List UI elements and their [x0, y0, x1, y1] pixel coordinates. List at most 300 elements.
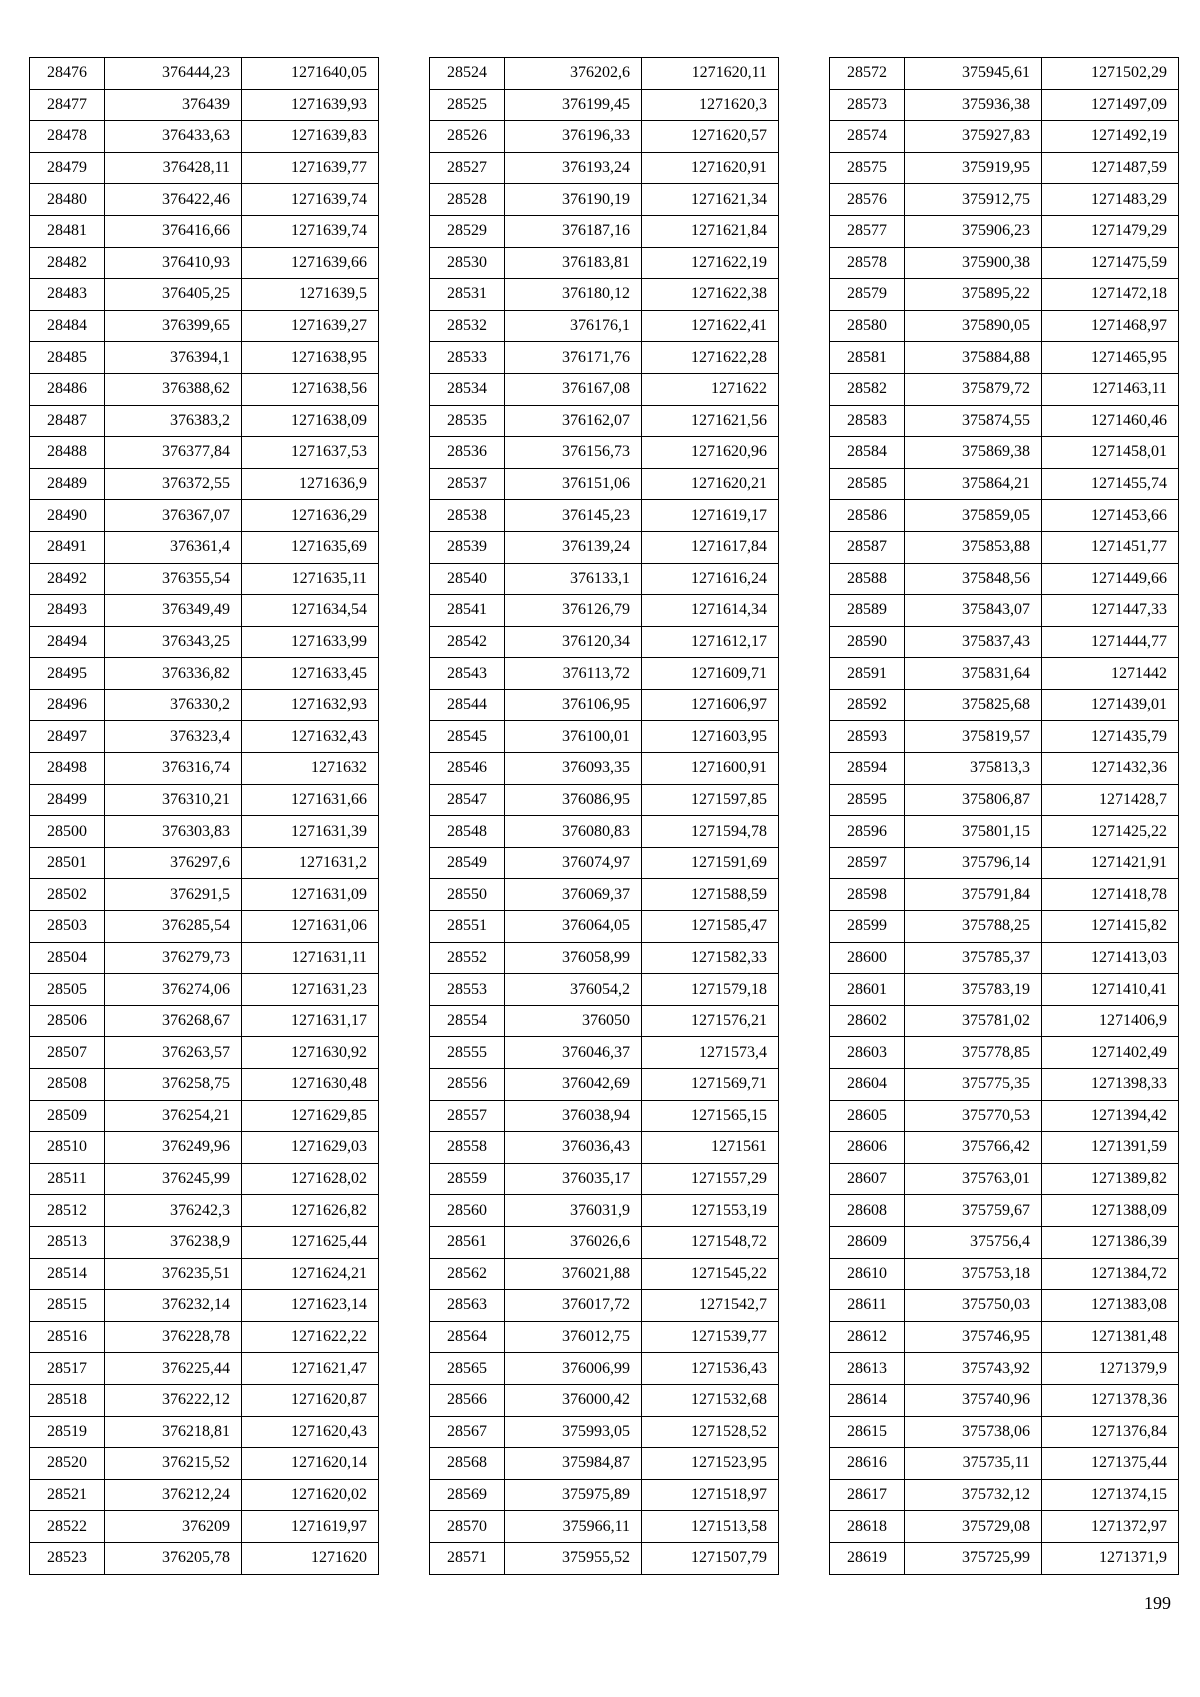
point-number-cell: 28619 — [830, 1542, 905, 1574]
y-coordinate-cell: 1271379,9 — [1042, 1353, 1179, 1385]
table-row — [830, 1132, 1179, 1164]
point-number-cell: 28476 — [30, 58, 105, 90]
table-row — [830, 1290, 1179, 1322]
y-coordinate-cell: 1271389,82 — [1042, 1163, 1179, 1195]
table-row — [830, 405, 1179, 437]
point-number-cell: 28551 — [430, 911, 505, 943]
table-row — [830, 58, 1179, 90]
point-number-cell: 28570 — [430, 1511, 505, 1543]
x-coordinate-cell: 376042,69 — [505, 1069, 642, 1101]
point-number-cell: 28532 — [430, 310, 505, 342]
table-row — [830, 89, 1179, 121]
x-coordinate-cell: 375806,87 — [905, 784, 1042, 816]
x-coordinate-cell: 375813,3 — [905, 753, 1042, 785]
point-number-cell: 28529 — [430, 215, 505, 247]
point-number-cell: 28583 — [830, 405, 905, 437]
table-row — [830, 342, 1179, 374]
point-number-cell: 28493 — [30, 595, 105, 627]
y-coordinate-cell: 1271439,01 — [1042, 689, 1179, 721]
table-row — [30, 1384, 379, 1416]
point-number-cell: 28504 — [30, 942, 105, 974]
point-number-cell: 28543 — [430, 658, 505, 690]
y-coordinate-cell: 1271609,71 — [642, 658, 779, 690]
y-coordinate-cell: 1271631,39 — [242, 816, 379, 848]
point-number-cell: 28507 — [30, 1037, 105, 1069]
y-coordinate-cell: 1271432,36 — [1042, 753, 1179, 785]
y-coordinate-cell: 1271536,43 — [642, 1353, 779, 1385]
point-number-cell: 28579 — [830, 279, 905, 311]
x-coordinate-cell: 376279,73 — [105, 942, 242, 974]
point-number-cell: 28515 — [30, 1290, 105, 1322]
y-coordinate-cell: 1271632,93 — [242, 689, 379, 721]
x-coordinate-cell: 375884,88 — [905, 342, 1042, 374]
table-row — [830, 1069, 1179, 1101]
x-coordinate-cell: 376093,35 — [505, 753, 642, 785]
table-row — [430, 1353, 779, 1385]
y-coordinate-cell: 1271453,66 — [1042, 500, 1179, 532]
table-row — [430, 184, 779, 216]
x-coordinate-cell: 376343,25 — [105, 626, 242, 658]
table-row — [30, 658, 379, 690]
x-coordinate-cell: 376100,01 — [505, 721, 642, 753]
y-coordinate-cell: 1271630,92 — [242, 1037, 379, 1069]
y-coordinate-cell: 1271619,97 — [242, 1511, 379, 1543]
table-row — [30, 121, 379, 153]
point-number-cell: 28571 — [430, 1542, 505, 1574]
coordinate-table-3 — [829, 57, 1179, 1575]
point-number-cell: 28520 — [30, 1448, 105, 1480]
x-coordinate-cell: 376196,33 — [505, 121, 642, 153]
x-coordinate-cell: 376433,63 — [105, 121, 242, 153]
y-coordinate-cell: 1271620,02 — [242, 1479, 379, 1511]
x-coordinate-cell: 376310,21 — [105, 784, 242, 816]
point-number-cell: 28611 — [830, 1290, 905, 1322]
table-row — [30, 1258, 379, 1290]
x-coordinate-cell: 375837,43 — [905, 626, 1042, 658]
coordinate-table-2 — [429, 57, 779, 1575]
x-coordinate-cell: 376355,54 — [105, 563, 242, 595]
point-number-cell: 28530 — [430, 247, 505, 279]
y-coordinate-cell: 1271634,54 — [242, 595, 379, 627]
point-number-cell: 28540 — [430, 563, 505, 595]
x-coordinate-cell: 376336,82 — [105, 658, 242, 690]
x-coordinate-cell: 376222,12 — [105, 1384, 242, 1416]
table-row — [430, 342, 779, 374]
table-row — [30, 373, 379, 405]
point-number-cell: 28517 — [30, 1353, 105, 1385]
table-row — [830, 215, 1179, 247]
table-row — [430, 1132, 779, 1164]
y-coordinate-cell: 1271603,95 — [642, 721, 779, 753]
x-coordinate-cell: 376074,97 — [505, 847, 642, 879]
table-row — [30, 247, 379, 279]
y-coordinate-cell: 1271449,66 — [1042, 563, 1179, 595]
point-number-cell: 28512 — [30, 1195, 105, 1227]
table-row — [430, 626, 779, 658]
table-row — [830, 721, 1179, 753]
table-row — [30, 816, 379, 848]
table-row — [430, 1479, 779, 1511]
x-coordinate-cell: 376323,4 — [105, 721, 242, 753]
y-coordinate-cell: 1271631,11 — [242, 942, 379, 974]
y-coordinate-cell: 1271391,59 — [1042, 1132, 1179, 1164]
point-number-cell: 28488 — [30, 437, 105, 469]
point-number-cell: 28500 — [30, 816, 105, 848]
point-number-cell: 28617 — [830, 1479, 905, 1511]
table-row — [430, 437, 779, 469]
x-coordinate-cell: 376422,46 — [105, 184, 242, 216]
table-row — [30, 974, 379, 1006]
point-number-cell: 28584 — [830, 437, 905, 469]
x-coordinate-cell: 376218,81 — [105, 1416, 242, 1448]
x-coordinate-cell: 376316,74 — [105, 753, 242, 785]
y-coordinate-cell: 1271463,11 — [1042, 373, 1179, 405]
point-number-cell: 28616 — [830, 1448, 905, 1480]
y-coordinate-cell: 1271398,33 — [1042, 1069, 1179, 1101]
table-row — [30, 152, 379, 184]
x-coordinate-cell: 376232,14 — [105, 1290, 242, 1322]
point-number-cell: 28613 — [830, 1353, 905, 1385]
y-coordinate-cell: 1271631,66 — [242, 784, 379, 816]
x-coordinate-cell: 375984,87 — [505, 1448, 642, 1480]
point-number-cell: 28552 — [430, 942, 505, 974]
point-number-cell: 28578 — [830, 247, 905, 279]
y-coordinate-cell: 1271451,77 — [1042, 531, 1179, 563]
y-coordinate-cell: 1271640,05 — [242, 58, 379, 90]
point-number-cell: 28501 — [30, 847, 105, 879]
y-coordinate-cell: 1271545,22 — [642, 1258, 779, 1290]
point-number-cell: 28549 — [430, 847, 505, 879]
x-coordinate-cell: 375735,11 — [905, 1448, 1042, 1480]
point-number-cell: 28508 — [30, 1069, 105, 1101]
point-number-cell: 28595 — [830, 784, 905, 816]
x-coordinate-cell: 375879,72 — [905, 373, 1042, 405]
point-number-cell: 28546 — [430, 753, 505, 785]
x-coordinate-cell: 375945,61 — [905, 58, 1042, 90]
y-coordinate-cell: 1271622,41 — [642, 310, 779, 342]
x-coordinate-cell: 376000,42 — [505, 1384, 642, 1416]
y-coordinate-cell: 1271631,17 — [242, 1005, 379, 1037]
x-coordinate-cell: 375912,75 — [905, 184, 1042, 216]
x-coordinate-cell: 375725,99 — [905, 1542, 1042, 1574]
y-coordinate-cell: 1271633,45 — [242, 658, 379, 690]
point-number-cell: 28487 — [30, 405, 105, 437]
x-coordinate-cell: 375746,95 — [905, 1321, 1042, 1353]
point-number-cell: 28497 — [30, 721, 105, 753]
x-coordinate-cell: 375766,42 — [905, 1132, 1042, 1164]
y-coordinate-cell: 1271591,69 — [642, 847, 779, 879]
table-row — [430, 1511, 779, 1543]
point-number-cell: 28502 — [30, 879, 105, 911]
table-row — [830, 373, 1179, 405]
table-row — [830, 247, 1179, 279]
x-coordinate-cell: 376372,55 — [105, 468, 242, 500]
y-coordinate-cell: 1271483,29 — [1042, 184, 1179, 216]
point-number-cell: 28607 — [830, 1163, 905, 1195]
x-coordinate-cell: 375975,89 — [505, 1479, 642, 1511]
table-row — [30, 879, 379, 911]
point-number-cell: 28615 — [830, 1416, 905, 1448]
x-coordinate-cell: 376086,95 — [505, 784, 642, 816]
x-coordinate-cell: 376388,62 — [105, 373, 242, 405]
table-row — [30, 500, 379, 532]
table-row — [430, 152, 779, 184]
y-coordinate-cell: 1271620,57 — [642, 121, 779, 153]
x-coordinate-cell: 376133,1 — [505, 563, 642, 595]
x-coordinate-cell: 375775,35 — [905, 1069, 1042, 1101]
point-number-cell: 28505 — [30, 974, 105, 1006]
x-coordinate-cell: 375927,83 — [905, 121, 1042, 153]
point-number-cell: 28503 — [30, 911, 105, 943]
point-number-cell: 28535 — [430, 405, 505, 437]
x-coordinate-cell: 375819,57 — [905, 721, 1042, 753]
table-row — [830, 184, 1179, 216]
x-coordinate-cell: 376046,37 — [505, 1037, 642, 1069]
x-coordinate-cell: 376225,44 — [105, 1353, 242, 1385]
point-number-cell: 28492 — [30, 563, 105, 595]
y-coordinate-cell: 1271458,01 — [1042, 437, 1179, 469]
y-coordinate-cell: 1271371,9 — [1042, 1542, 1179, 1574]
x-coordinate-cell: 376167,08 — [505, 373, 642, 405]
coordinate-table-1 — [29, 57, 379, 1575]
x-coordinate-cell: 376209 — [105, 1511, 242, 1543]
table-row — [430, 89, 779, 121]
point-number-cell: 28509 — [30, 1100, 105, 1132]
x-coordinate-cell: 375763,01 — [905, 1163, 1042, 1195]
table-row — [30, 784, 379, 816]
y-coordinate-cell: 1271639,66 — [242, 247, 379, 279]
table-row — [30, 753, 379, 785]
table-row — [430, 247, 779, 279]
x-coordinate-cell: 376215,52 — [105, 1448, 242, 1480]
y-coordinate-cell: 1271632,43 — [242, 721, 379, 753]
table-row — [830, 1448, 1179, 1480]
x-coordinate-cell: 376031,9 — [505, 1195, 642, 1227]
y-coordinate-cell: 1271639,93 — [242, 89, 379, 121]
y-coordinate-cell: 1271638,56 — [242, 373, 379, 405]
point-number-cell: 28544 — [430, 689, 505, 721]
y-coordinate-cell: 1271635,11 — [242, 563, 379, 595]
point-number-cell: 28565 — [430, 1353, 505, 1385]
y-coordinate-cell: 1271421,91 — [1042, 847, 1179, 879]
point-number-cell: 28557 — [430, 1100, 505, 1132]
x-coordinate-cell: 375788,25 — [905, 911, 1042, 943]
point-number-cell: 28483 — [30, 279, 105, 311]
x-coordinate-cell: 376145,23 — [505, 500, 642, 532]
x-coordinate-cell: 375919,95 — [905, 152, 1042, 184]
x-coordinate-cell: 375831,64 — [905, 658, 1042, 690]
x-coordinate-cell: 375906,23 — [905, 215, 1042, 247]
x-coordinate-cell: 375825,68 — [905, 689, 1042, 721]
y-coordinate-cell: 1271639,83 — [242, 121, 379, 153]
x-coordinate-cell: 375843,07 — [905, 595, 1042, 627]
table-row — [430, 911, 779, 943]
x-coordinate-cell: 376235,51 — [105, 1258, 242, 1290]
point-number-cell: 28553 — [430, 974, 505, 1006]
point-number-cell: 28605 — [830, 1100, 905, 1132]
table-row — [430, 1163, 779, 1195]
table-row — [830, 1037, 1179, 1069]
table-row — [830, 1353, 1179, 1385]
y-coordinate-cell: 1271614,34 — [642, 595, 779, 627]
point-number-cell: 28577 — [830, 215, 905, 247]
y-coordinate-cell: 1271638,09 — [242, 405, 379, 437]
y-coordinate-cell: 1271617,84 — [642, 531, 779, 563]
point-number-cell: 28527 — [430, 152, 505, 184]
point-number-cell: 28481 — [30, 215, 105, 247]
table-row — [30, 342, 379, 374]
point-number-cell: 28525 — [430, 89, 505, 121]
table-row — [830, 784, 1179, 816]
x-coordinate-cell: 375848,56 — [905, 563, 1042, 595]
table-row — [30, 1542, 379, 1574]
point-number-cell: 28585 — [830, 468, 905, 500]
table-row — [30, 1479, 379, 1511]
x-coordinate-cell: 376367,07 — [105, 500, 242, 532]
point-number-cell: 28521 — [30, 1479, 105, 1511]
y-coordinate-cell: 1271621,47 — [242, 1353, 379, 1385]
y-coordinate-cell: 1271622 — [642, 373, 779, 405]
table-row — [30, 1037, 379, 1069]
y-coordinate-cell: 1271631,23 — [242, 974, 379, 1006]
y-coordinate-cell: 1271383,08 — [1042, 1290, 1179, 1322]
point-number-cell: 28534 — [430, 373, 505, 405]
point-number-cell: 28558 — [430, 1132, 505, 1164]
point-number-cell: 28478 — [30, 121, 105, 153]
table-row — [30, 468, 379, 500]
y-coordinate-cell: 1271435,79 — [1042, 721, 1179, 753]
y-coordinate-cell: 1271579,18 — [642, 974, 779, 1006]
x-coordinate-cell: 375732,12 — [905, 1479, 1042, 1511]
y-coordinate-cell: 1271631,2 — [242, 847, 379, 879]
y-coordinate-cell: 1271626,82 — [242, 1195, 379, 1227]
x-coordinate-cell: 375753,18 — [905, 1258, 1042, 1290]
table-row — [830, 1384, 1179, 1416]
table-row — [430, 1100, 779, 1132]
y-coordinate-cell: 1271620,96 — [642, 437, 779, 469]
x-coordinate-cell: 376228,78 — [105, 1321, 242, 1353]
table-row — [830, 563, 1179, 595]
y-coordinate-cell: 1271616,24 — [642, 563, 779, 595]
x-coordinate-cell: 376151,06 — [505, 468, 642, 500]
y-coordinate-cell: 1271375,44 — [1042, 1448, 1179, 1480]
y-coordinate-cell: 1271620,21 — [642, 468, 779, 500]
table-row — [30, 942, 379, 974]
point-number-cell: 28575 — [830, 152, 905, 184]
table-row — [30, 1163, 379, 1195]
point-number-cell: 28477 — [30, 89, 105, 121]
x-coordinate-cell: 376428,11 — [105, 152, 242, 184]
x-coordinate-cell: 376399,65 — [105, 310, 242, 342]
y-coordinate-cell: 1271630,48 — [242, 1069, 379, 1101]
point-number-cell: 28548 — [430, 816, 505, 848]
y-coordinate-cell: 1271542,7 — [642, 1290, 779, 1322]
table-row — [830, 911, 1179, 943]
point-number-cell: 28612 — [830, 1321, 905, 1353]
x-coordinate-cell: 375738,06 — [905, 1416, 1042, 1448]
table-row — [830, 437, 1179, 469]
table-row — [830, 500, 1179, 532]
point-number-cell: 28555 — [430, 1037, 505, 1069]
point-number-cell: 28528 — [430, 184, 505, 216]
point-number-cell: 28526 — [430, 121, 505, 153]
y-coordinate-cell: 1271468,97 — [1042, 310, 1179, 342]
table-row — [830, 310, 1179, 342]
y-coordinate-cell: 1271621,34 — [642, 184, 779, 216]
table-row — [830, 1416, 1179, 1448]
x-coordinate-cell: 376254,21 — [105, 1100, 242, 1132]
x-coordinate-cell: 376361,4 — [105, 531, 242, 563]
point-number-cell: 28562 — [430, 1258, 505, 1290]
point-number-cell: 28568 — [430, 1448, 505, 1480]
x-coordinate-cell: 376410,93 — [105, 247, 242, 279]
table-row — [430, 1321, 779, 1353]
y-coordinate-cell: 1271518,97 — [642, 1479, 779, 1511]
y-coordinate-cell: 1271372,97 — [1042, 1511, 1179, 1543]
point-number-cell: 28597 — [830, 847, 905, 879]
y-coordinate-cell: 1271629,03 — [242, 1132, 379, 1164]
point-number-cell: 28554 — [430, 1005, 505, 1037]
table-row — [430, 58, 779, 90]
x-coordinate-cell: 376017,72 — [505, 1290, 642, 1322]
y-coordinate-cell: 1271639,27 — [242, 310, 379, 342]
x-coordinate-cell: 375801,15 — [905, 816, 1042, 848]
x-coordinate-cell: 376205,78 — [105, 1542, 242, 1574]
y-coordinate-cell: 1271631,06 — [242, 911, 379, 943]
table-row — [430, 1290, 779, 1322]
y-coordinate-cell: 1271639,74 — [242, 215, 379, 247]
point-number-cell: 28480 — [30, 184, 105, 216]
y-coordinate-cell: 1271402,49 — [1042, 1037, 1179, 1069]
x-coordinate-cell: 376330,2 — [105, 689, 242, 721]
table-row — [430, 279, 779, 311]
x-coordinate-cell: 376258,75 — [105, 1069, 242, 1101]
table-row — [830, 1258, 1179, 1290]
y-coordinate-cell: 1271639,5 — [242, 279, 379, 311]
x-coordinate-cell: 375791,84 — [905, 879, 1042, 911]
y-coordinate-cell: 1271639,77 — [242, 152, 379, 184]
point-number-cell: 28580 — [830, 310, 905, 342]
point-number-cell: 28560 — [430, 1195, 505, 1227]
point-number-cell: 28581 — [830, 342, 905, 374]
y-coordinate-cell: 1271625,44 — [242, 1226, 379, 1258]
point-number-cell: 28550 — [430, 879, 505, 911]
table-row — [430, 121, 779, 153]
y-coordinate-cell: 1271442 — [1042, 658, 1179, 690]
table-row — [30, 1511, 379, 1543]
y-coordinate-cell: 1271502,29 — [1042, 58, 1179, 90]
x-coordinate-cell: 375783,19 — [905, 974, 1042, 1006]
table-row — [30, 89, 379, 121]
table-row — [830, 1479, 1179, 1511]
table-row — [430, 879, 779, 911]
y-coordinate-cell: 1271623,14 — [242, 1290, 379, 1322]
table-row — [430, 784, 779, 816]
table-row — [830, 152, 1179, 184]
table-row — [30, 1448, 379, 1480]
x-coordinate-cell: 376416,66 — [105, 215, 242, 247]
point-number-cell: 28539 — [430, 531, 505, 563]
y-coordinate-cell: 1271637,53 — [242, 437, 379, 469]
x-coordinate-cell: 376349,49 — [105, 595, 242, 627]
y-coordinate-cell: 1271573,4 — [642, 1037, 779, 1069]
table-row — [430, 1195, 779, 1227]
y-coordinate-cell: 1271620 — [242, 1542, 379, 1574]
point-number-cell: 28591 — [830, 658, 905, 690]
table-row — [30, 911, 379, 943]
y-coordinate-cell: 1271612,17 — [642, 626, 779, 658]
point-number-cell: 28573 — [830, 89, 905, 121]
